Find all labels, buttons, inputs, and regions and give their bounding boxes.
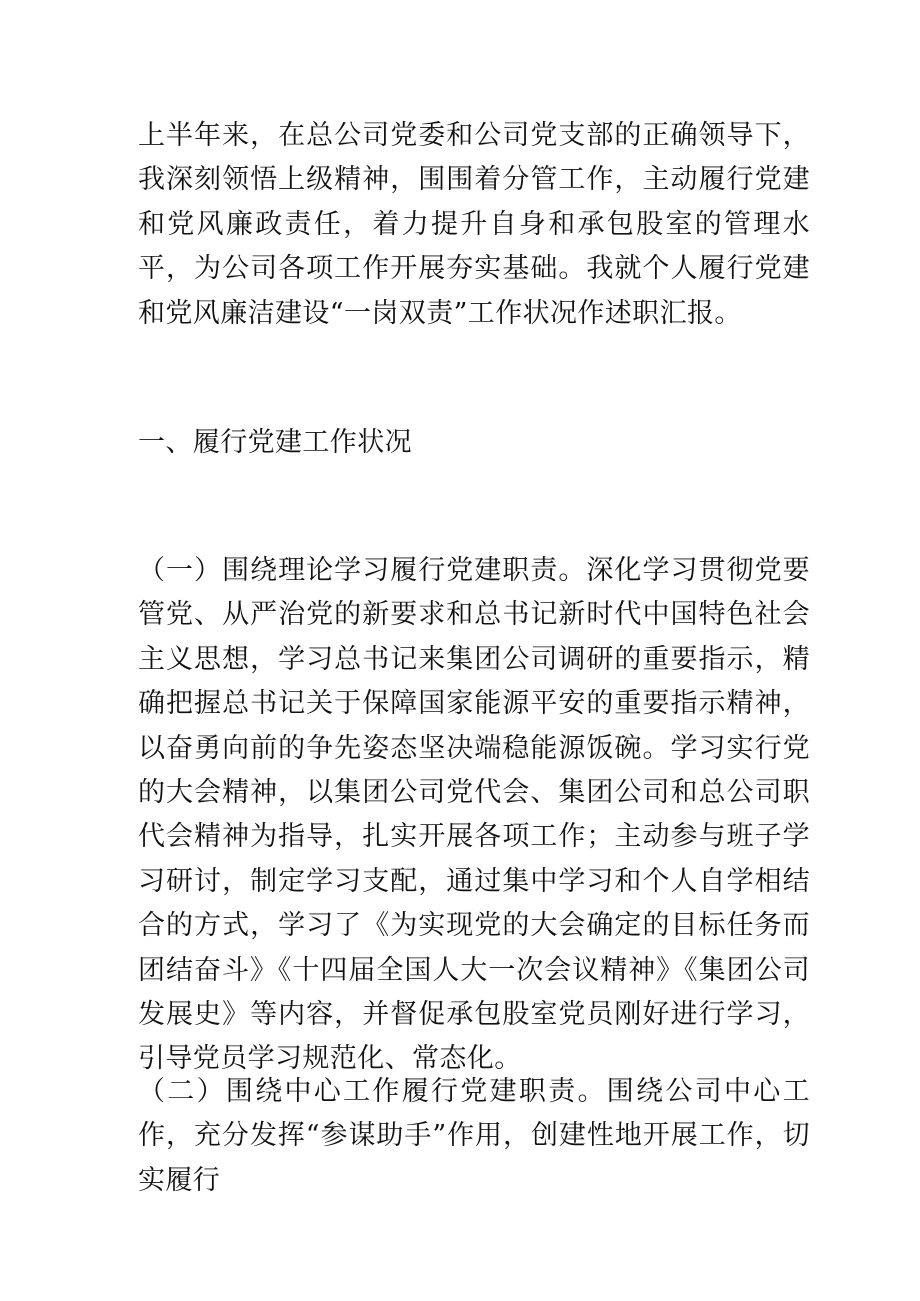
section-2-paragraph: （二）围绕中心工作履行党建职责。围绕公司中心工作，充分发挥“参谋助手”作用，创建性地开展工作，切实履行 xyxy=(138,1076,810,1196)
section-1-paragraph: （一）围绕理论学习履行党建职责。深化学习贯彻党要管党、从严治党的新要求和总书记新时代中国特色社会主义思想，学习总书记来集团公司调研的重要指示，精确把握总书记关于保障国家能源平安的重要指示精神，以奋勇向前的争先姿态坚决端稳能源饭碗。学习实行党的大会精神，以集团公司党代会、集团公司和总公司职代会精神为指导，扎实开展各项工作；主动参与班子学习研讨，制定学习支配，通过集中学习和个人自学相结合的方式，学习了《为实现党的大会确定的目标任务而团结奋斗》《十四届全国人大一次会议精神》《集团公司发展史》等内容，并督促承包股室党员刚好进行学习，引导党员学习规范化、常态化。 xyxy=(138,555,810,1075)
section-heading: 一、履行党建工作状况 xyxy=(138,427,412,458)
intro-paragraph: 上半年来，在总公司党委和公司党支部的正确领导下，我深刻领悟上级精神，围围着分管工作，主动履行党建和党风廉政责任，着力提升自身和承包股室的管理水平，为公司各项工作开展夯实基础。我就个人履行党建和党风廉洁建设“一岗双责”工作状况作述职汇报。 xyxy=(138,120,810,329)
